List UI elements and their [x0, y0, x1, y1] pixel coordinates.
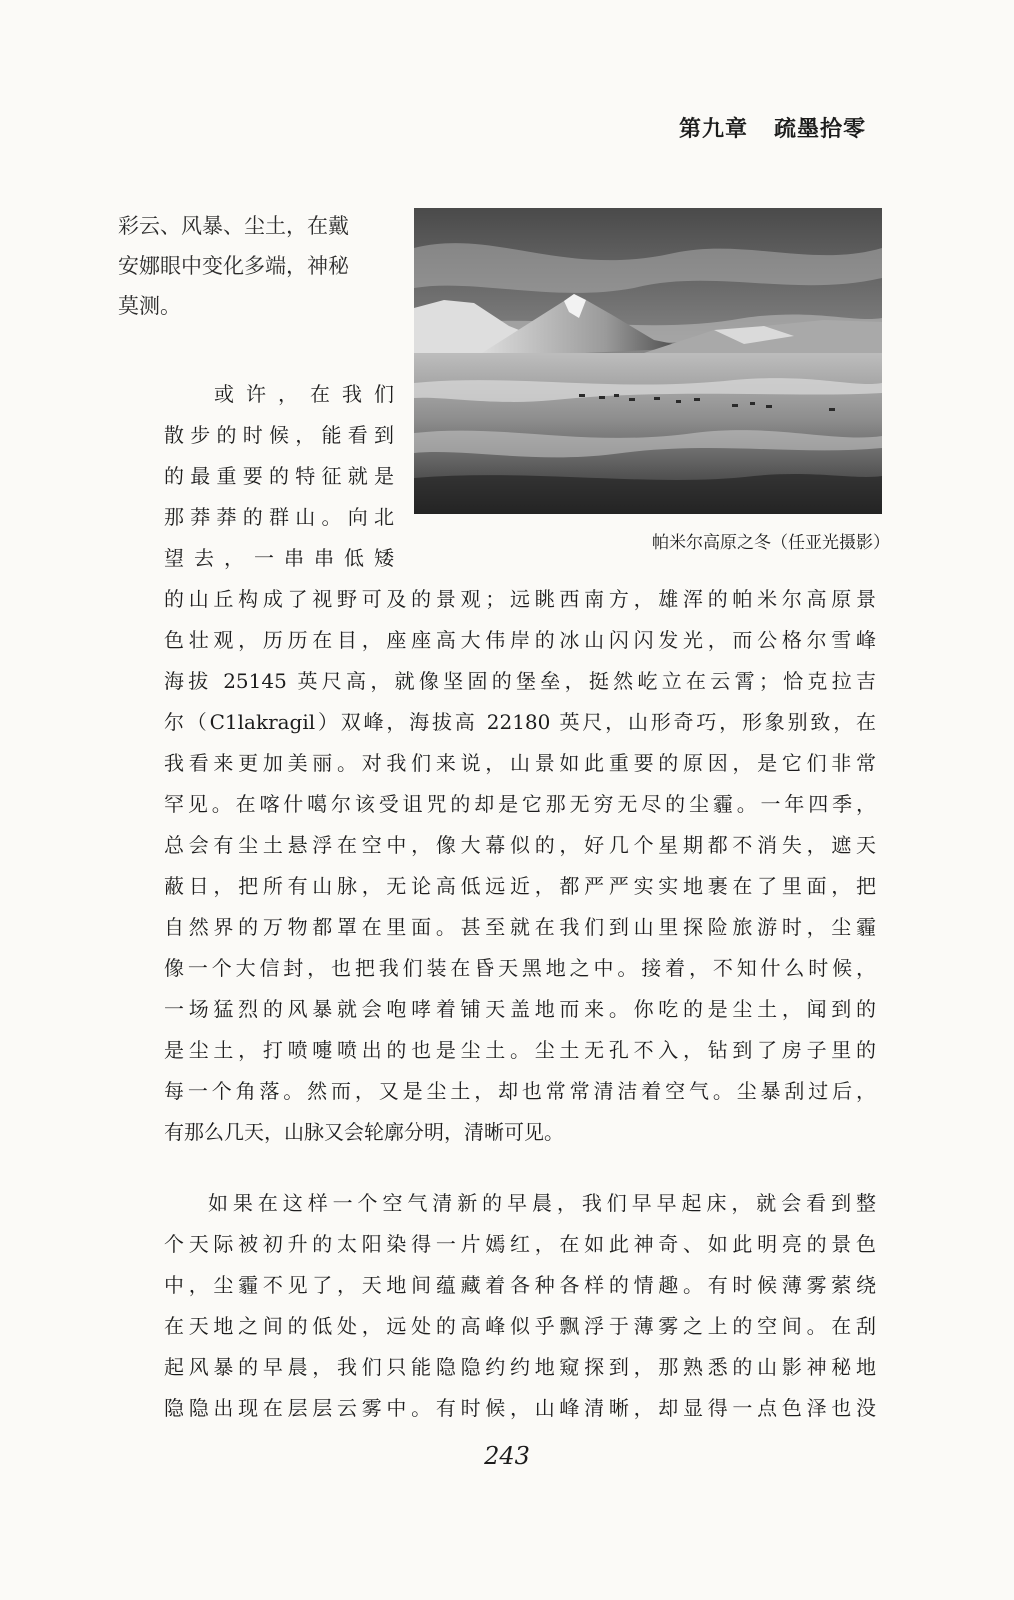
text-line: 罕见。在喀什噶尔该受诅咒的却是它那无穷无尽的尘霾。一年四季， — [164, 792, 876, 816]
text-line: 或许，在我们 — [214, 382, 394, 406]
text-line: 个天际被初升的太阳染得一片嫣红，在如此神奇、如此明亮的景色 — [164, 1232, 876, 1256]
side-caption-line: 彩云、风暴、尘土，在戴 — [118, 214, 349, 238]
side-caption-line: 莫测。 — [118, 294, 181, 318]
text-line: 尔（C1lakragil）双峰，海拔高 22180 英尺，山形奇巧，形象别致，在 — [164, 710, 876, 734]
text-line: 望去，一串串低矮 — [164, 546, 394, 570]
text-line: 一场猛烈的风暴就会咆哮着铺天盖地而来。你吃的是尘土，闻到的 — [164, 997, 876, 1021]
chapter-header: 第九章 疏墨拾零 — [679, 116, 866, 142]
text-line: 如果在这样一个空气清新的早晨，我们早早起床，就会看到整 — [208, 1191, 876, 1215]
text-line: 色壮观，历历在目，座座高大伟岸的冰山闪闪发光，而公格尔雪峰 — [164, 628, 876, 652]
text-line: 起风暴的早晨，我们只能隐隐约约地窥探到，那熟悉的山影神秘地 — [164, 1355, 876, 1379]
landscape-photo — [414, 208, 882, 514]
text-line: 我看来更加美丽。对我们来说，山景如此重要的原因，是它们非常 — [164, 751, 876, 775]
text-line: 总会有尘土悬浮在空中，像大幕似的，好几个星期都不消失，遮天 — [164, 833, 876, 857]
body-narrow-column — [164, 374, 394, 579]
side-caption-line: 安娜眼中变化多端，神秘 — [118, 254, 349, 278]
text-line: 散步的时候，能看到 — [164, 423, 394, 447]
side-caption — [118, 206, 388, 326]
text-line: 在天地之间的低处，远处的高峰似乎飘浮于薄雾之上的空间。在刮 — [164, 1314, 876, 1338]
text-line: 是尘土，打喷嚏喷出的也是尘土。尘土无孔不入，钻到了房子里的 — [164, 1038, 876, 1062]
text-line: 那莽莽的群山。向北 — [164, 505, 394, 529]
text-line: 海拔 25145 英尺高，就像坚固的堡垒，挺然屹立在云霄；恰克拉吉 — [164, 669, 876, 693]
text-line: 自然界的万物都罩在里面。甚至就在我们到山里探险旅游时，尘霾 — [164, 915, 876, 939]
paragraph-2 — [164, 1183, 876, 1429]
text-line: 的最重要的特征就是 — [164, 464, 394, 488]
landscape-photo-icon — [414, 208, 882, 514]
text-line: 蔽日，把所有山脉，无论高低远近，都严严实实地裹在了里面，把 — [164, 874, 876, 898]
paragraph-1 — [164, 579, 876, 1153]
text-line: 像一个大信封，也把我们装在昏天黑地之中。接着，不知什么时候， — [164, 956, 876, 980]
text-line: 隐隐出现在层层云雾中。有时候，山峰清晰，却显得一点色泽也没 — [164, 1396, 876, 1420]
text-line: 的山丘构成了视野可及的景观；远眺西南方，雄浑的帕米尔高原景 — [164, 587, 876, 611]
photo-caption: 帕米尔高原之冬（任亚光摄影） — [652, 533, 890, 553]
text-line: 有那么几天，山脉又会轮廓分明，清晰可见。 — [164, 1120, 564, 1144]
text-line: 中，尘霾不见了，天地间蕴藏着各种各样的情趣。有时候薄雾萦绕 — [164, 1273, 876, 1297]
text-line: 每一个角落。然而，又是尘土，却也常常清洁着空气。尘暴刮过后， — [164, 1079, 876, 1103]
page-number: 243 — [484, 1442, 530, 1470]
